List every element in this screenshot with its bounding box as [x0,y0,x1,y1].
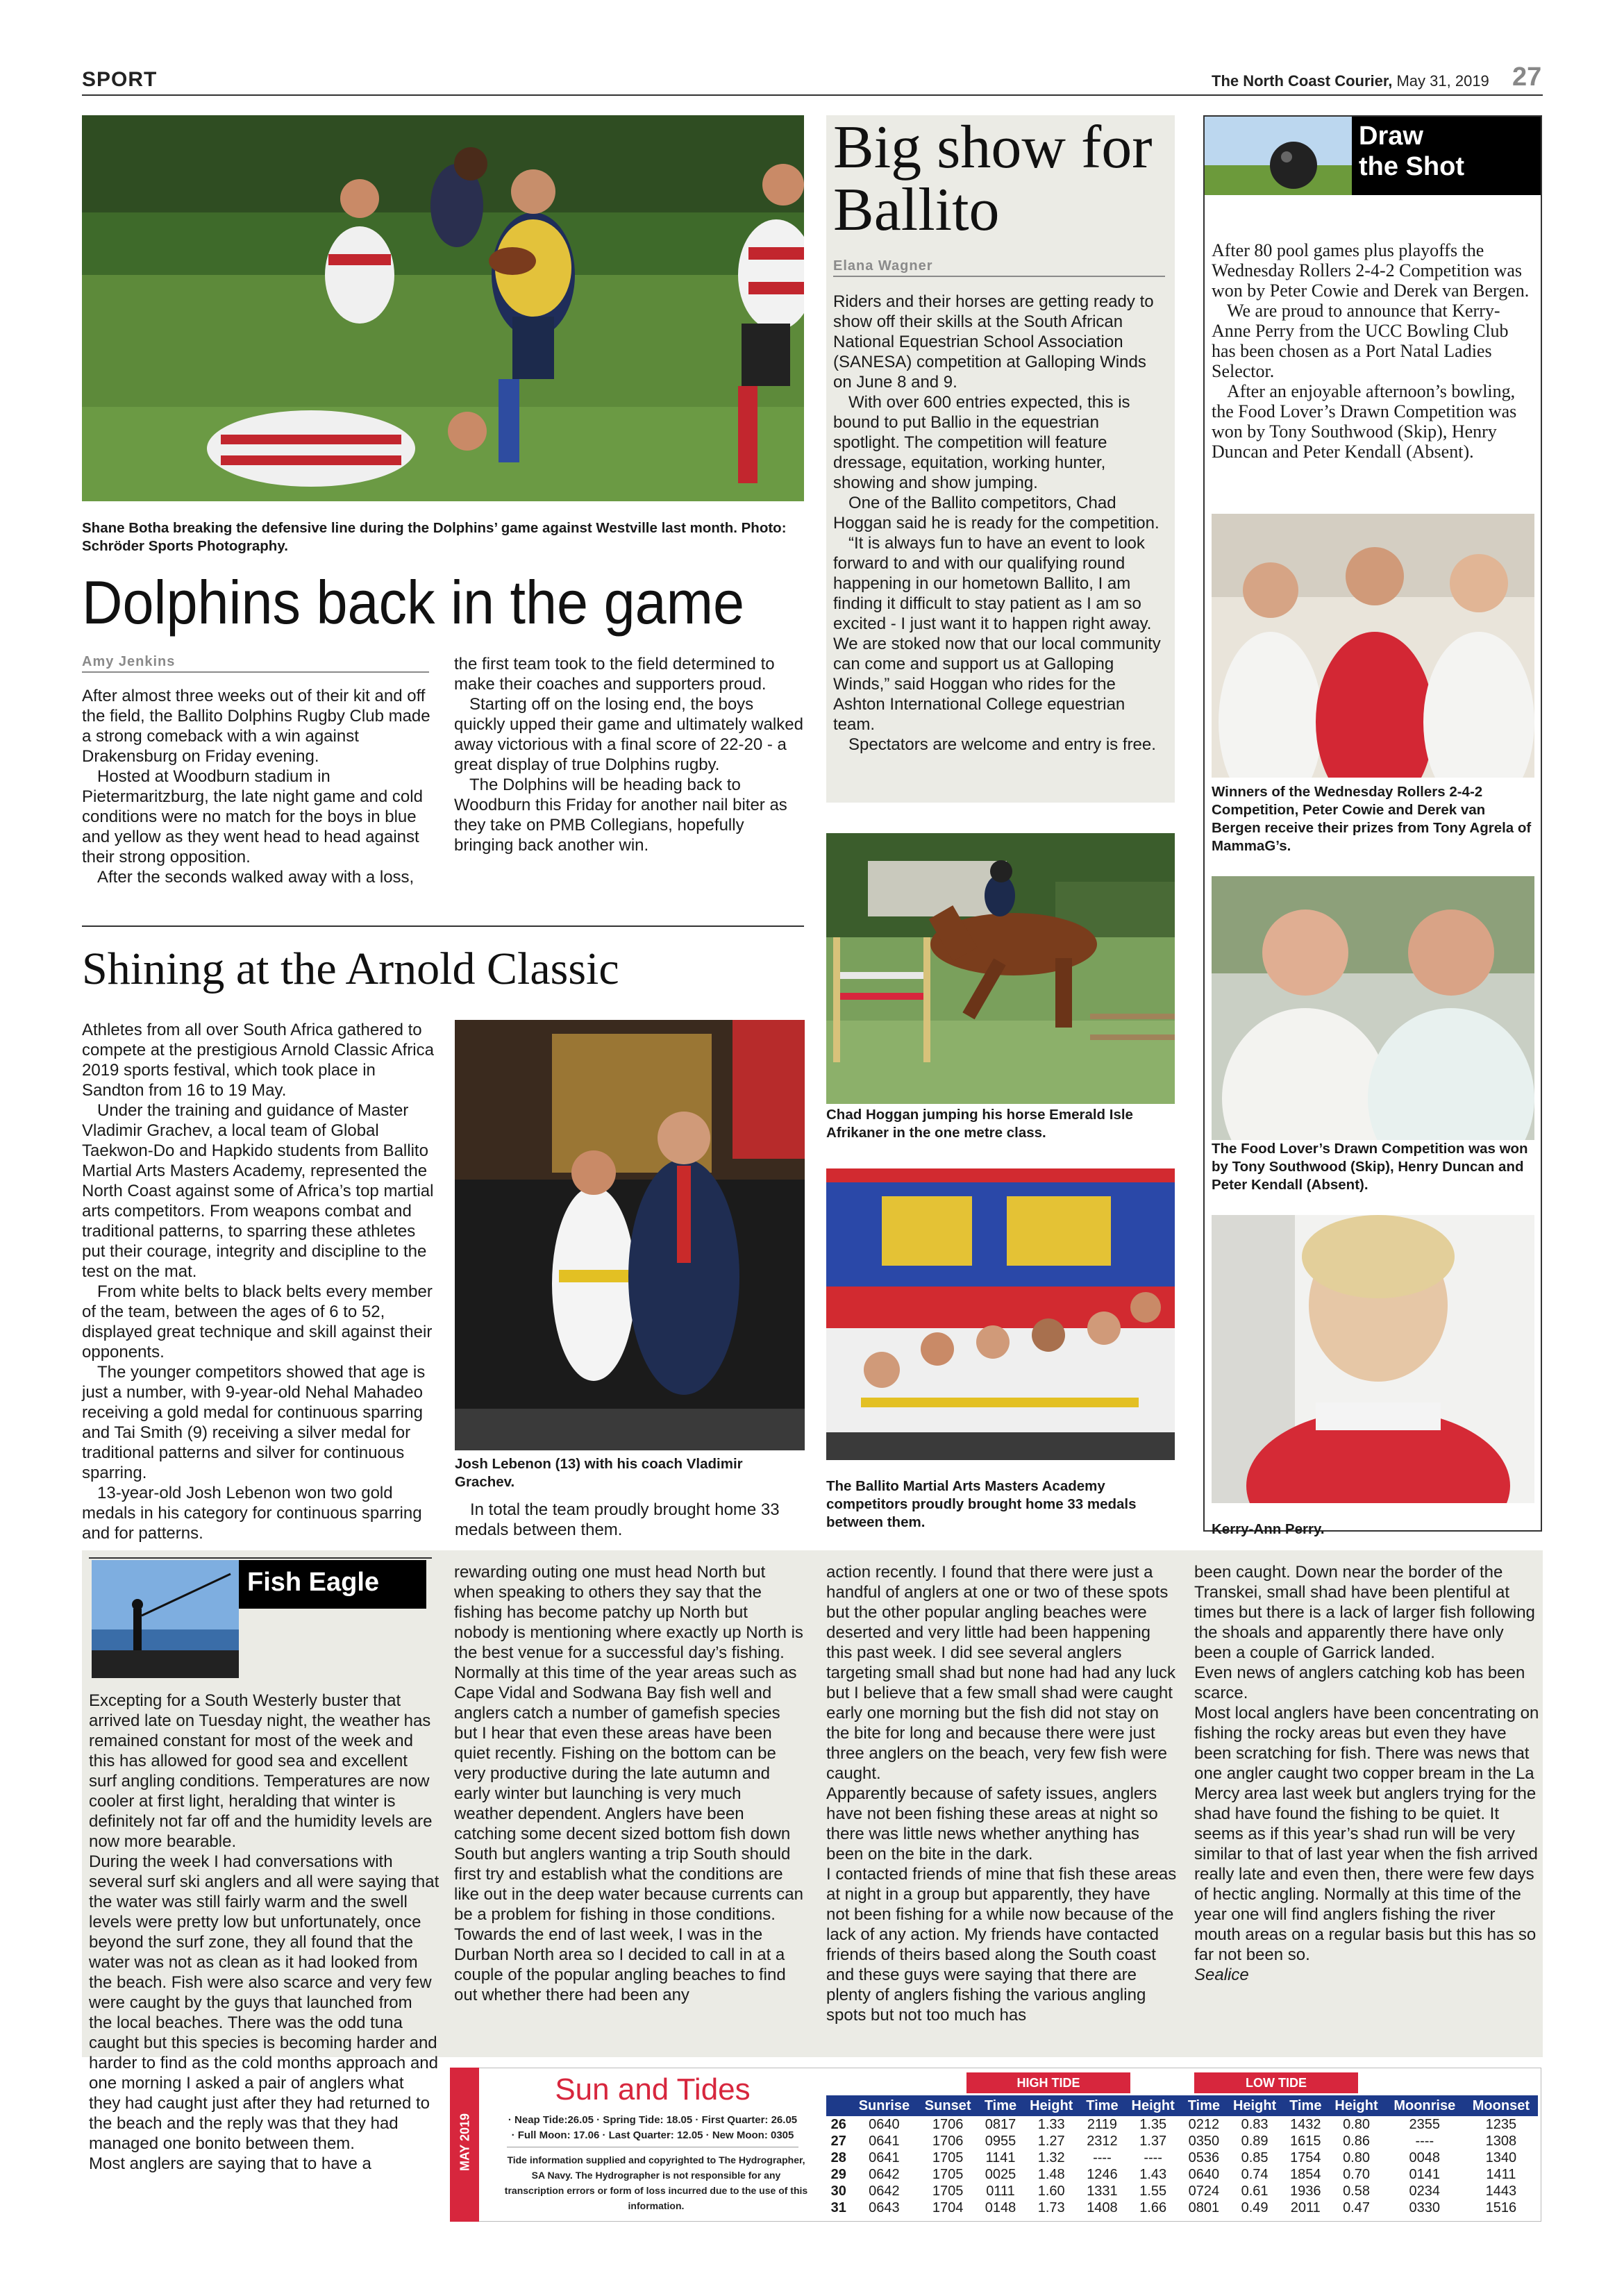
tides-header: Moonrise [1393,2097,1456,2113]
tides-cell: 0642 [869,2167,900,2182]
arnold-para: Under the training and guidance of Master Vladimir Grachev, a local team of Global Taekwon-Do and Hapkido students from Ballito Martial Arts Masters Academy, represented the North Coast against some of Africa’s top martial arts competitors. From weapons combat and traditional patterns, to sparring these athletes put their courage, integrity and discipline to the test on the mat. [82,1101,434,1281]
ballito-headline-line: Ballito [833,176,1000,244]
arnold-para: The younger competitors showed that age is just a number, with 9-year-old Nehal Mahadeo receiving a gold medal for continuous sparring and Tai Smith (9) receiving a silver medal for traditional patterns and silver for continuous sparring. [82,1363,426,1482]
tides-cell: 1754 [1290,2150,1321,2165]
tides-cell: 0640 [869,2117,900,2132]
tides-cell: 2011 [1290,2200,1321,2215]
ballito-headline [833,114,1153,244]
tides-cell: 0.70 [1343,2167,1370,2182]
kerry-ann-caption: Kerry-Ann Perry. [1212,1521,1325,1537]
tides-cell: 0212 [1188,2117,1220,2132]
arnold-body [82,1020,437,1543]
tides-cell: 0.83 [1241,2117,1269,2132]
tides-info-2: · Full Moon: 17.06 · Last Quarter: 12.05 · New Moon: 0305 [511,2129,794,2141]
tides-cell: 1340 [1485,2150,1517,2165]
tides-header: Time [1289,2097,1322,2113]
tides-header: Height [1030,2097,1073,2113]
dolphins-para: After the seconds walked away with a loss, [97,868,415,887]
tides-cell: 1411 [1486,2167,1516,2182]
tides-cell: ---- [1144,2150,1162,2165]
tides-title: Sun and Tides [555,2072,751,2106]
tides-cell: 1141 [985,2150,1016,2165]
tides-cell: 0141 [1409,2167,1441,2182]
tides-cell: 0148 [985,2200,1016,2215]
dolphins-para: After almost three weeks out of their kit and off the field, the Ballito Dolphins Rugby Club made a strong comeback with a win against Drakensburg on Friday evening. [82,687,430,766]
tides-cell: 2119 [1087,2117,1117,2132]
tides-cell: 0111 [986,2184,1015,2199]
ballito-body [833,292,1166,755]
tides-cell: 0640 [1188,2167,1220,2182]
tides-cell: 0.86 [1343,2134,1370,2149]
tides-header: Time [984,2097,1017,2113]
dolphins-para: Starting off on the losing end, the boys quickly upped their game and ultimately walked away victorious with a final score of 22-20 - a great display of true Dolphins rugby. [454,695,803,774]
ballito-para: With over 600 entries expected, this is bound to put Ballio in the equestrian spotlight. The competition will feature dressage, equitation, working hunter, showing and show jumping. [833,393,1130,492]
tides-cell: ---- [1415,2134,1434,2149]
dolphins-column-2 [454,654,805,855]
dolphins-para: The Dolphins will be heading back to Woodburn this Friday for another nail biter as they take on PMB Collegians, hopefully bringing back another win. [454,776,787,855]
fish-col4-text: been caught. Down near the border of the Transkei, small shad have been plentiful at times but there is a lack of larger fish following the shoals and apparently there have only been a couple of Garrick landed. Even news of anglers catching kob has been scarce. Most local anglers have been concentrating on fishing the rocky areas but even they have been scratching for fish. There was news that one angler caught two copper bream in the La Mercy area last week but anglers trying for the shad have found the fishing to be quiet. It seems as if this year’s shad run will be very similar to that of last year when the fish arrived really late and even then, there were few days of hectic angling. Normally at this time of the year one will find anglers fishing the river mouth areas on a regular basis but this has so far not been so. [1194,1563,1539,1964]
tides-day: 30 [830,2184,846,2199]
draw-para: After 80 pool games plus playoffs the Wednesday Rollers 2-4-2 Competition was won by Peter Cowie and Derek van Bergen. [1212,240,1530,301]
tides-cell: 1936 [1290,2184,1321,2199]
tides-cell: 1.60 [1037,2184,1065,2199]
tides-day: 31 [830,2200,846,2215]
tides-cell: 1.37 [1139,2134,1167,2149]
tides-cell: 1705 [932,2167,964,2182]
tides-cell: 1308 [1485,2134,1517,2149]
team-caption: The Ballito Martial Arts Masters Academy competitors proudly brought home 33 medals between them. [826,1478,1137,1530]
tides-cell: 1.43 [1139,2167,1167,2182]
tides-day: 29 [830,2167,846,2182]
tides-table [826,2095,1538,2216]
tides-cell: 0048 [1409,2150,1441,2165]
tides-header: Moonset [1472,2097,1530,2113]
tides-cell: 1.48 [1037,2167,1065,2182]
josh-coach-photo [455,1020,805,1450]
tides-row [826,2183,1538,2199]
ballito-para: Spectators are welcome and entry is free. [848,735,1156,754]
tides-cell: 1.32 [1037,2150,1065,2165]
tides-cell: 1704 [932,2200,964,2215]
tides-header: Height [1334,2097,1378,2113]
tides-header: Time [1187,2097,1221,2113]
tides-cell: 0642 [869,2184,900,2199]
dolphins-headline: Dolphins back in the game [82,568,745,637]
tides-cell: 1705 [932,2150,964,2165]
kerry-ann-photo [1212,1215,1534,1503]
tides-cell: 1408 [1087,2200,1118,2215]
tides-cell: 0234 [1409,2184,1441,2199]
tides-cell: 0801 [1188,2200,1220,2215]
paper-date: May 31, 2019 [1396,72,1489,90]
tides-cell: 0.74 [1241,2167,1269,2182]
tides-cell: 0.49 [1241,2200,1269,2215]
tides-cell: 0350 [1188,2134,1220,2149]
paper-name: The North Coast Courier, [1212,72,1393,90]
tides-cell: 0817 [985,2117,1016,2132]
tides-cell: 1.66 [1139,2200,1167,2215]
tides-cell: 1246 [1087,2167,1118,2182]
ballito-para: One of the Ballito competitors, Chad Hoggan said he is ready for the competition. [833,494,1160,533]
tides-cell: 1705 [932,2184,964,2199]
tides-body [826,2116,1538,2216]
food-lovers-photo [1212,876,1534,1140]
tides-cell: 0536 [1188,2150,1220,2165]
arnold-headline: Shining at the Arnold Classic [82,944,619,994]
high-tide-label: HIGH TIDE [966,2072,1130,2093]
tides-header: Time [1086,2097,1119,2113]
tides-cell: 0641 [869,2150,900,2165]
tides-row [826,2150,1538,2166]
rugby-caption: Shane Botha breaking the defensive line during the Dolphins’ game against Westville last month. Photo: Schröder Sports Photography. [82,520,787,554]
tides-cell: 1235 [1485,2117,1517,2132]
tides-cell: 2312 [1087,2134,1118,2149]
header-rule [82,94,1543,96]
low-tide-label: LOW TIDE [1194,2072,1358,2093]
tides-header-row [826,2095,1538,2116]
tides-cell: 1443 [1485,2184,1517,2199]
tides-cell: 1.33 [1037,2117,1065,2132]
tides-month-label: MAY 2019 [458,2113,472,2172]
team-photo [826,1168,1175,1460]
tides-header [826,2095,851,2116]
tides-cell: 1432 [1290,2117,1321,2132]
tides-cell: ---- [1093,2150,1112,2165]
tides-cell: 0955 [985,2134,1016,2149]
ballito-para: Riders and their horses are getting ready to show off their skills at the South African National Equestrian School Association (SANESA) competition at Galloping Winds on June 8 and 9. [833,292,1154,392]
tides-row [826,2133,1538,2150]
tides-header: Sunrise [858,2097,910,2113]
food-lovers-caption: The Food Lover’s Drawn Competition was won by Tony Southwood (Skip), Henry Duncan and Peter Kendall (Absent). [1212,1141,1528,1193]
tides-cell: 0643 [869,2200,900,2215]
tides-row [826,2199,1538,2216]
tides-cell: 0641 [869,2134,900,2149]
rugby-photo [82,115,804,501]
fish-title-frame [89,1557,432,1559]
bowls-winners-photo [1212,514,1534,778]
fish-eagle-photo [92,1560,239,1678]
tides-cell: 0.47 [1343,2200,1370,2215]
horse-photo [826,833,1175,1104]
dolphins-column-1 [82,686,433,887]
tides-cell: 0330 [1409,2200,1441,2215]
tides-cell: 1.73 [1037,2200,1065,2215]
arnold-closing [455,1500,805,1540]
arnold-para: Athletes from all over South Africa gathered to compete at the prestigious Arnold Classic Africa 2019 sports festival, which took place in Sandton from 16 to 19 May. [82,1021,434,1100]
masthead-line [1212,72,1489,90]
tides-cell: 0.85 [1241,2150,1269,2165]
tides-row [826,2166,1538,2183]
arnold-para: From white belts to black belts every member of the team, between the ages of 6 to 52, displayed great technique and skill against their opponents. [82,1282,433,1361]
tides-cell: 1706 [932,2117,964,2132]
arnold-closing-text: In total the team proudly brought home 33 medals between them. [455,1500,780,1539]
ballito-byline: Elana Wagner [833,258,1165,277]
fish-column-1: Excepting for a South Westerly buster that arrived late on Tuesday night, the weather has remained constant for most of the week and this has allowed for good sea and excellent surf angling conditions. Temperatures are now cooler at first light, heralding that winter is definitely not far off and the humidity levels are now more bearable. During the week I had conversations with several surf ski anglers and all were saying that the water was still fairly warm and the swell levels were pretty low but unfortunately, once beyond the surf zone, they all found that the water was not as clean as it had looked from the beach. Fish were also scarce and very few were caught by the guys that launched from the local beaches. There was the odd tuna caught but this species is becoming harder and harder to find as the cold months approach and one morning I asked a pair of anglers what they had caught just after they had returned to the beach and the reply was that they had managed one bonito between them. Most anglers are saying that to have a [89,1691,440,2173]
fish-title-box [239,1560,426,1609]
tides-cell: 0.61 [1241,2184,1269,2199]
tides-cell: 0.80 [1343,2150,1370,2165]
ballito-headline-line: Big show for [833,114,1153,181]
tides-cell: 1.27 [1037,2134,1065,2149]
tides-row [826,2116,1538,2133]
winners-caption: Winners of the Wednesday Rollers 2-4-2 Competition, Peter Cowie and Derek van Bergen receive their prizes from Tony Agrela of MammaG’s. [1212,784,1532,854]
tides-cell: 0724 [1188,2184,1220,2199]
tides-cell: 0025 [985,2167,1016,2182]
tides-day: 27 [830,2134,846,2149]
tides-cell: 1516 [1485,2200,1517,2215]
draw-body [1212,240,1537,462]
draw-para: After an enjoyable afternoon’s bowling, the Food Lover’s Drawn Competition was won by Tony Southwood (Skip), Henry Duncan and Peter Kendall (Absent). [1212,381,1517,462]
tides-disclaimer: Tide information supplied and copyrighted to The Hydrographer, SA Navy. The Hydrographer is not responsible for any transcription errors or form of loss incurred due to the use of this information. [504,2154,808,2211]
fish-column-3: action recently. I found that there were just a handful of anglers at one or two of these spots but the other popular angling beaches were deserted and very little had been happening this past week. I did see several anglers targeting small shad but none had had any luck but I believe that a few small shad were caught early one morning but the fish did not stay on the bite for long and because there were just three anglers on the beach, very few fish were caught. Apparently because of safety issues, anglers have not been fishing these areas at night so there was little news whether anything has been on the bite in the dark. I contacted friends of mine that fish these areas at night in a group but apparently, they have not been fishing for a while now because of the lack of any action. My friends have contacted friends of theirs based along the South coast and these guys were saying that there are plenty of anglers fishing the various angling spots but not too much has [826,1563,1177,2025]
tides-cell: 0.89 [1241,2134,1269,2149]
tides-day: 26 [830,2117,846,2132]
dolphins-para: the first team took to the field determined to make their coaches and supporters proud. [454,655,775,694]
tides-header: Height [1131,2097,1175,2113]
josh-caption: Josh Lebenon (13) with his coach Vladimir Grachev. [455,1456,743,1490]
tides-info-1: · Neap Tide:26.05 · Spring Tide: 18.05 · First Quarter: 26.05 [508,2114,798,2126]
tides-cell: 0.80 [1343,2117,1370,2132]
fish-signoff: Sealice [1194,1966,1249,1984]
tides-cell: 1706 [932,2134,964,2149]
ballito-para: “It is always fun to have an event to look forward to and with our qualifying round happening in our hometown Ballito, I am finding it difficult to stay patient as I am so excited - I just want it to happen right away. We are stoked now that our local community can come and support us at Galloping Winds,” said Hoggan who rides for the Ashton International College equestrian team. [833,534,1161,734]
page-number: 27 [1512,62,1542,92]
draw-para: We are proud to announce that Kerry-Anne Perry from the UCC Bowling Club has been chosen as a Port Natal Ladies Selector. [1212,301,1509,381]
fish-column-2: rewarding outing one must head North but when speaking to others they say that the fishing has become patchy up North but nobody is mentioning where exactly up North is the best venue for a successful day’s fishing. Normally at this time of the year areas such as Cape Vidal and Sodwana Bay fish well and anglers catch a number of gamefish species but I hear that even these areas have been quiet recently. Fishing on the bottom can be very productive during the late autumn and early winter but launching is very much weather dependent. Anglers have been catching some decent sized bottom fish down South but anglers wanting a trip South should first try and establish what the conditions are like out in the deep water because currents can be a problem for fishing in those conditions. Towards the end of last week, I was in the Durban North area so I decided to call in at a couple of the popular angling beaches to find out whether there had been any [454,1563,803,2004]
dolphins-byline: Amy Jenkins [82,654,429,673]
tides-header: Sunset [924,2097,971,2113]
draw-title-line: Draw [1359,121,1423,151]
fish-title: Fish Eagle [247,1568,380,1597]
draw-title-line: the Shot [1359,152,1464,181]
tides-cell: 1.35 [1139,2117,1167,2132]
section-rule [82,925,804,927]
fish-column-4 [1194,1562,1545,1985]
tides-cell: 0.58 [1343,2184,1370,2199]
arnold-para: 13-year-old Josh Lebenon won two gold medals in his category for continuous sparring and for patterns. [82,1484,422,1543]
tides-cell: 1615 [1290,2134,1321,2149]
tides-header: Height [1232,2097,1277,2113]
tides-cell: 2355 [1409,2117,1441,2132]
dolphins-para: Hosted at Woodburn stadium in Pietermaritzburg, the late night game and cold conditions were no match for the boys in blue and yellow as they went head to head against their strong opposition. [82,767,423,866]
horse-caption: Chad Hoggan jumping his horse Emerald Isle Afrikaner in the one metre class. [826,1107,1133,1141]
section-label: SPORT [82,68,158,91]
tides-cell: 1331 [1087,2184,1118,2199]
tides-day: 28 [830,2150,846,2165]
tides-cell: 1854 [1290,2167,1321,2182]
tides-cell: 1.55 [1139,2184,1167,2199]
